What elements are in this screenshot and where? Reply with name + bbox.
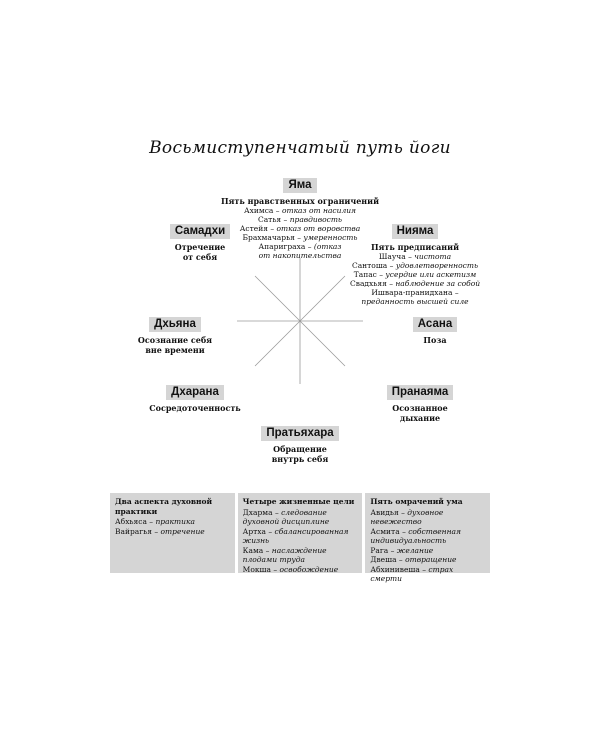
node-dharana [140, 380, 250, 413]
node-niyama [350, 219, 480, 306]
page-title: Восьмиступенчатый путь йоги [149, 138, 451, 158]
list-item: Мокша – освобождение [242, 564, 339, 574]
node-samadhi [145, 219, 255, 262]
yama-line-1: Ахимса – отказ от насилия [243, 206, 357, 215]
list-item: Асмита – собственная индивидуальность [370, 526, 461, 545]
node-dharana-label: Дхарана [166, 385, 224, 400]
box-two-aspects [110, 493, 235, 573]
niyama-line-2: Сантоша – удовлетворенность [351, 261, 479, 270]
node-pranayama-label: Пранаяма [387, 385, 454, 400]
yama-line-6: от накопительства [258, 251, 342, 260]
node-yama-label: Яма [283, 178, 316, 193]
info-boxes [110, 493, 490, 583]
box-four-goals-title: Четыре жизненные цели [242, 497, 355, 506]
node-pratyahara-subtitle-2: внутрь себя [271, 454, 329, 464]
node-samadhi-subtitle-2: от себя [182, 252, 218, 262]
node-dhyana-label: Дхьяна [149, 317, 201, 332]
node-dharana-subtitle: Сосредоточенность [149, 403, 241, 413]
box-four-goals [238, 493, 363, 573]
list-item: Двеша – отвращение [370, 555, 457, 564]
list-item: Кама – наслаждение плодами труда [242, 545, 327, 564]
node-niyama-label: Нияма [392, 224, 439, 239]
niyama-line-3: Тапас – усердие или аскетизм [353, 270, 477, 279]
node-pratyahara [250, 421, 350, 464]
list-item: Вайрагья – отречение [115, 526, 205, 536]
node-samadhi-subtitle-1: Отречение [174, 242, 226, 252]
node-pratyahara-label: Пратьяхара [261, 426, 338, 441]
node-asana [395, 312, 475, 345]
niyama-line-6: преданность высшей силе [361, 297, 469, 306]
list-item: Авидья – духовное невежество [370, 507, 444, 526]
box-two-aspects-title: Два аспекта духовной практики [115, 497, 213, 516]
node-pranayama-subtitle-1: Осознанное [392, 403, 448, 413]
niyama-line-1: Шауча – чистота [378, 252, 452, 261]
box-five-afflictions-title: Пять омрачений ума [370, 497, 463, 506]
node-samadhi-label: Самадхи [170, 224, 230, 239]
yama-line-2: Сатья – правдивость [257, 215, 343, 224]
box-five-afflictions [365, 493, 490, 583]
node-dhyana-subtitle-1: Осознание себя [137, 335, 213, 345]
list-item: Абхьяса – практика [115, 517, 195, 526]
yama-line-5: Апариграха – (отказ [258, 242, 342, 251]
node-asana-subtitle: Поза [423, 335, 447, 345]
node-pranayama [370, 380, 470, 423]
node-yama-subtitle: Пять нравственных ограничений [220, 196, 380, 206]
node-niyama-subtitle: Пять предписаний [370, 242, 460, 252]
list-item: Дхарма – следование духовной дисциплине [242, 507, 330, 526]
niyama-line-5: Ишвара-пранидхана – [371, 288, 459, 297]
yama-line-3: Астейя – отказ от воровства [239, 224, 361, 233]
niyama-line-4: Свадхьяя – наблюдение за собой [350, 279, 481, 288]
list-item: Абхинивеша – страх смерти [370, 564, 454, 583]
node-dhyana [120, 312, 230, 355]
node-dhyana-subtitle-2: вне времени [145, 345, 205, 355]
list-item: Артха – сбалансированная жизнь [242, 526, 349, 545]
node-asana-label: Асана [413, 317, 457, 332]
node-pratyahara-subtitle-1: Обращение [273, 444, 327, 454]
list-item: Рага – желание [370, 545, 434, 555]
yama-line-4: Брахмачарья – умеренность [242, 233, 358, 242]
node-pranayama-subtitle-2: дыхание [399, 413, 441, 423]
